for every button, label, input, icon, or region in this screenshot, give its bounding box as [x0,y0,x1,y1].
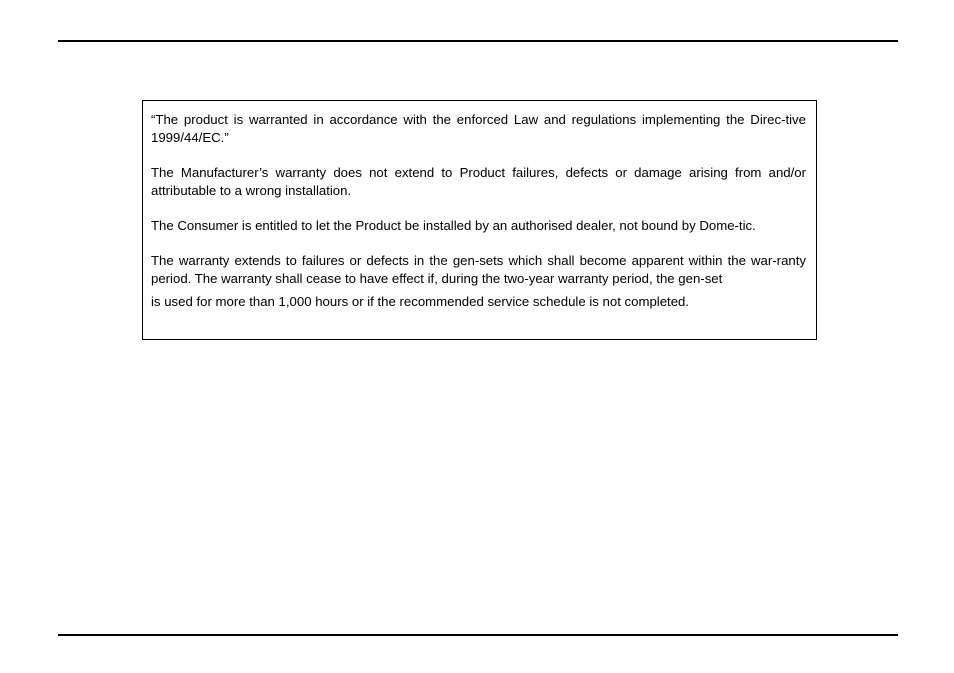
warranty-directive-text: “The product is warranted in accordance with the enforced Law and regulations implementing the Direc-tive 1999/44/EC.” [151,112,806,145]
header-rule [58,40,898,42]
warranty-period-text-last-line: is used for more than 1,000 hours or if the recommended service schedule is not completed. [151,294,690,309]
footer-rule [58,634,898,636]
warranty-period-text [151,252,806,311]
warranty-period-text-main: The warranty extends to failures or defects in the gen-sets which shall become apparent within the war-ranty period. The warranty shall cease to have effect if, during the two-year warranty period, the gen-set [151,253,806,286]
installation-exclusion-text: The Manufacturer’s warranty does not extend to Product failures, defects or damage arising from and/or attributable to a wrong installation. [151,165,806,198]
authorised-dealer-text: The Consumer is entitled to let the Product be installed by an authorised dealer, not bound by Dome-tic. [151,218,756,233]
warranty-notice-box [142,100,817,340]
